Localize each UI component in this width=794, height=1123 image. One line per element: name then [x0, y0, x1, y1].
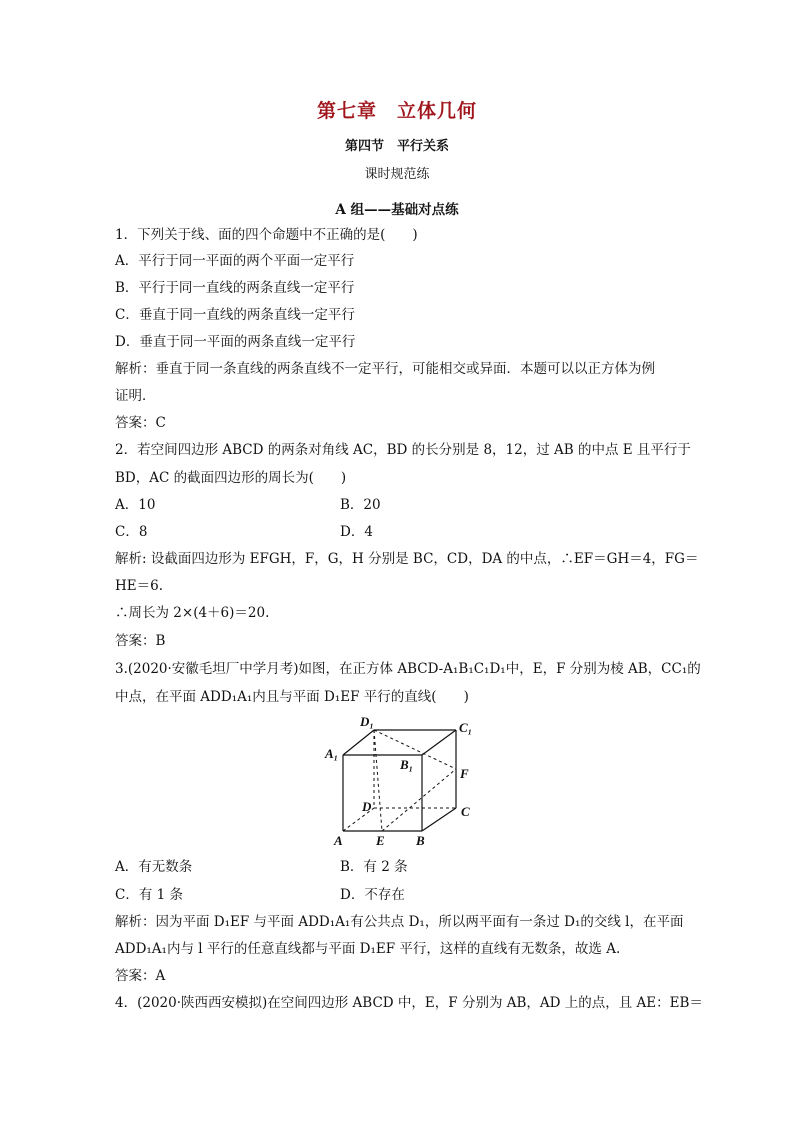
q1-answer: 答案：C	[115, 415, 166, 431]
q3-option-a: A．有无数条	[115, 859, 193, 875]
label-d1: D₁	[360, 714, 374, 729]
q3-option-b: B．有 2 条	[340, 859, 408, 875]
q2-stem-line2: BD，AC 的截面四边形的周长为( )	[115, 470, 347, 486]
label-e: E	[376, 833, 385, 848]
line-ef	[382, 769, 456, 831]
q3-analysis-line2: ADD₁A₁内与 l 平行的任意直线都与平面 D₁EF 平行，这样的直线有无数条，故选 A.	[115, 941, 621, 957]
q2-option-b: B．20	[340, 497, 381, 513]
q3-stem-line2: 中点，在平面 ADD₁A₁内且与平面 D₁EF 平行的直线( )	[115, 689, 469, 705]
label-c: C	[461, 804, 470, 819]
q2-stem-line1: 2．若空间四边形 ABCD 的两条对角线 AC，BD 的长分别是 8，12，过 AB 的中点 E 且平行于	[115, 442, 691, 458]
q2-analysis-line1: 解析: 设截面四边形为 EFGH，F，G，H 分别是 BC，CD，DA 的中点，∴EF＝GH＝4，FG＝	[115, 551, 699, 567]
label-a1: A₁	[325, 746, 339, 761]
chapter-title: 第七章 立体几何	[316, 100, 477, 122]
q1-analysis-line2: 证明．	[115, 388, 156, 404]
label-a: A	[334, 833, 343, 848]
q4-stem-line1: 4．(2020·陕西西安模拟)在空间四边形 ABCD 中，E，F 分别为 AB，AD 上的点，且 AE：EB＝	[115, 995, 703, 1011]
edge-bc	[422, 808, 456, 831]
q1-option-a: A．平行于同一平面的两个平面一定平行	[115, 253, 355, 269]
section-title: 第四节 平行关系	[344, 139, 449, 154]
label-f: F	[460, 766, 469, 781]
line-d1f	[374, 730, 456, 769]
q2-analysis-line3: ∴周长为 2×(4＋6)＝20.	[115, 605, 270, 621]
q1-analysis-line1: 解析：垂直于同一条直线的两条直线不一定平行，可能相交或异面．本题可以以正方体为例	[115, 361, 655, 377]
q2-analysis-line2: HE＝6.	[115, 578, 164, 594]
q3-stem-line1: 3.(2020·安徽毛坦厂中学月考)如图，在正方体 ABCD-A₁B₁C₁D₁中，E，F 分别为棱 AB，CC₁的	[115, 661, 701, 677]
q1-option-d: D．垂直于同一平面的两条直线一定平行	[115, 334, 356, 350]
q3-answer: 答案：A	[115, 968, 166, 984]
q1-option-b: B．平行于同一直线的两条直线一定平行	[115, 280, 355, 296]
edge-a1d1	[343, 730, 374, 755]
q2-option-c: C．8	[115, 524, 148, 540]
q2-answer: 答案：B	[115, 633, 166, 649]
practice-subtitle: 课时规范练	[364, 167, 430, 182]
label-c1: C₁	[459, 720, 473, 735]
q1-stem: 1．下列关于线、面的四个命题中不正确的是( )	[115, 227, 418, 243]
cube-figure	[320, 710, 480, 850]
q2-option-a: A．10	[115, 497, 156, 513]
q3-option-c: C．有 1 条	[115, 887, 184, 903]
q2-option-d: D．4	[340, 524, 373, 540]
label-d: D	[362, 799, 372, 814]
edge-b1c1	[422, 730, 456, 755]
label-b: B	[416, 833, 425, 848]
label-b1: B₁	[400, 757, 414, 772]
q3-analysis-line1: 解析：因为平面 D₁EF 与平面 ADD₁A₁有公共点 D₁，所以两平面有一条过 D₁的交线 l，在平面	[115, 914, 684, 930]
line-d1e	[374, 730, 382, 831]
q1-option-c: C．垂直于同一直线的两条直线一定平行	[115, 307, 355, 323]
group-heading: A 组——基础对点练	[335, 202, 459, 218]
q3-option-d: D．不存在	[340, 887, 405, 903]
